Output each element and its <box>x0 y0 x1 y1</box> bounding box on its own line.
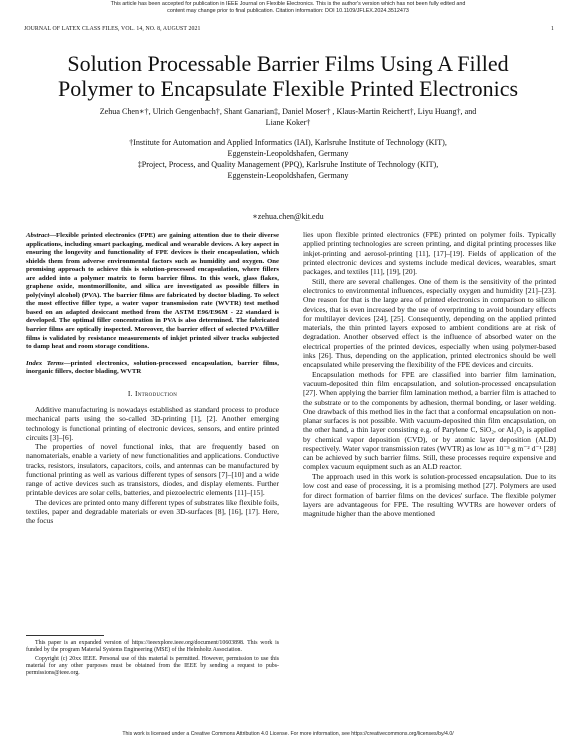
abstract-text: —Flexible printed electronics (FPE) are gaining attention due to their diverse applications, including smart packaging, medical and wearable devices. A key aspect in ensuring the longevity and functionality of FPE devices is their encapsulation, which shields them from adverse environmental factors such as humidity and oxygen. One promising approach to achieve this is solution-processed encapsulation, where fillers are added into a polymer matrix to form barrier films. In this work, glass flakes, graphene oxide, montmorillonite, and silica are investigated as possible fillers in poly(vinyl alcohol) (PVA). The barrier films are fabricated by doctor blading. To select the most effective filler type, a water vapor transmission rate (WVTR) test method based on an adapted desiccant method from the ASTM E96/E96M - 22 standard is developed. The optimal filler concentration in PVA is also determined. The fabricated barrier films are optically inspected. Moreover, the barrier effect of selected PVA/filler films is validated by resistance measurements of inkjet printed silver tracks subjected to damp heat and room storage conditions. <box>26 232 279 351</box>
abstract <box>26 232 279 352</box>
intro-paragraph-3: The devices are printed onto many different types of substrates like flexible foils, textiles, paper and degradable materials or even 3D-surfaces [8], [16], [17]. Here, the focus <box>26 497 279 525</box>
affiliation-ppq <box>30 160 546 181</box>
body-paragraph-2: Still, there are several challenges. One of them is the sensitivity of the printed electronics to environmental influences, especially oxygen and humidity [21]–[23]. One reason for that is the large area of printed electronics in comparison to silicon devices, that is even increased by the use of overprinting to avoid boundary effects for multilayer devices [24], [25]. Consequently, depending on the applied printed materials, the thin printed layers exposed to ambient conditions are at risk of degradation. Another observed effect is the influence of absorbed water on the electrical properties of the printed devices, especially when using polymer-based inks [26]. Thus, depending on the application, printed electronics should be well encapsulated while preserving the flexibility of the FPE devices and circuits. <box>303 276 556 369</box>
footnote-paragraph-2: Copyright (c) 20xx IEEE. Personal use of this material is permitted. However, permission to use this material for any other purposes must be obtained from the IEEE by sending a request to pubs-permissions@ieee.org. <box>26 656 279 677</box>
affiliation-iai-line2: Eggenstein-Leopoldshafen, Germany <box>227 148 349 158</box>
body-paragraph-4: The approach used in this work is solution-processed encapsulation. Due to its low cost and ease of processing, it is a promising method [27]. Polymers are used for direct formation of barrier films on the devices' surface. The flexible polymer layers are advantageous for FPE. The resulting WVTRs are however orders of magnitude higher than the above mentioned <box>303 472 556 518</box>
left-column <box>26 232 279 525</box>
publication-notice-line2: content may change prior to final publication. Citation information: DOI 10.1109/JFLEX.2024.3512473 <box>167 8 409 14</box>
intro-paragraph-2: The properties of novel functional inks, that are frequently based on nanomaterials, enable a variety of new functionalities and applications. Conductive tracks, resistors, insulators, capacitors, coils, and antennas can be manufactured by functional printing as well as various different types of sensors [7]–[10] and a wide range of active devices such as transistors, diodes, and display elements. Further printable devices are solar cells, batteries, and piezoelectric elements [11]–[15]. <box>26 442 279 498</box>
license-notice: This work is licensed under a Creative Commons Attribution 4.0 License. For more information, see https://creativecommons.org/licenses/by/4.0/ <box>122 731 454 737</box>
journal-header: JOURNAL OF LATEX CLASS FILES, VOL. 14, NO. 8, AUGUST 2021 <box>24 26 201 32</box>
authors-line-2: Liane Koker† <box>265 117 311 127</box>
index-terms-text: —printed electronics, solution-processed encapsulation, barrier films, inorganic fillers, doctor blading, WVTR <box>26 359 279 376</box>
authors-line-1: Zehua Chen∗†, Ulrich Gengenbach†, Shant Ganarian‡, Daniel Moser† , Klaus-Martin Reichert†, Liyu Huang†, and <box>99 107 477 116</box>
title-line-2: Polymer to Encapsulate Flexible Printed Electronics <box>57 75 519 101</box>
affiliation-ppq-line2: Eggenstein-Leopoldshafen, Germany <box>227 170 349 180</box>
footnote-paragraph-1: This paper is an expanded version of https://ieeexplore.ieee.org/document/10603898. This work is funded by the program Material Systems Engineering (MSE) of the Helmholtz Association. <box>26 640 279 654</box>
paper-title <box>20 52 556 101</box>
right-column <box>303 230 556 519</box>
footnote <box>26 640 279 677</box>
author-list <box>38 107 538 128</box>
footnote-rule <box>26 635 104 636</box>
affiliation-ppq-line1: ‡Project, Process, and Quality Management (PPQ), Karlsruhe Institute of Technology (KIT), <box>137 160 439 169</box>
page-number: 1 <box>551 26 554 32</box>
index-terms <box>26 360 279 377</box>
abstract-label: Abstract <box>26 232 50 239</box>
publication-notice <box>0 1 576 15</box>
affiliation-iai <box>30 138 546 159</box>
body-paragraph-1: lies upon flexible printed electronics (FPE) printed on polymer foils. Typically applied printing technologies are screen printing, and digital printing processes like inkjet-printing and aerosol-printing [11], [17]–[19]. Fields of application of the printed electronic devices and systems include medical devices, wearables, smart packages, and textiles [11], [19], [20]. <box>303 230 556 276</box>
section-heading-introduction: I. Introduction <box>127 388 178 398</box>
index-terms-label: Index Terms <box>26 359 64 367</box>
running-header <box>24 26 554 35</box>
contact-email[interactable]: ∗zehua.chen@kit.edu <box>252 212 324 221</box>
publication-notice-line1: This article has been accepted for publication in IEEE Journal on Flexible Electronics. This is the author's version which has not been fully edited and <box>110 1 466 7</box>
intro-paragraph-1: Additive manufacturing is nowadays established as standard process to produce mechanical parts using the so-called 3D-printing [1], [2]. Another emerging technology is functional printing of electronic devices, sensors, and entire printed circuits [3]–[6]. <box>26 405 279 442</box>
body-paragraph-3: Encapsulation methods for FPE are classified into barrier film lamination, vacuum-deposited thin film encapsulation, and solution-processed encapsulation [27]. When applying the barrier film lamination method, a barrier film is attached to the substrate or to the components by adhesion, thermal bonding, or laser welding. One drawback of this method lies in the fact that a conformal encapsulation on non-planar surfaces is not possible. With vacuum-deposited thin film encapsulation, on the other hand, a thin layer consisting e.g. of Parylene C, SiO₂, or Al₂O₃ is applied by chemical vapor deposition (CVD), or by atomic layer deposition (ALD) respectively. Water vapor transmission rates (WVTR) as low as 10⁻⁵ g m⁻² d⁻¹ [28] can be achieved by such barrier films. Still, these processes require expensive and complex vacuum equipment such as an ALD reactor. <box>303 369 556 472</box>
affiliation-iai-line1: †Institute for Automation and Applied Informatics (IAI), Karlsruhe Institute of Technology (KIT), <box>129 138 447 147</box>
title-line-1: Solution Processable Barrier Films Using A Filled <box>67 51 509 76</box>
